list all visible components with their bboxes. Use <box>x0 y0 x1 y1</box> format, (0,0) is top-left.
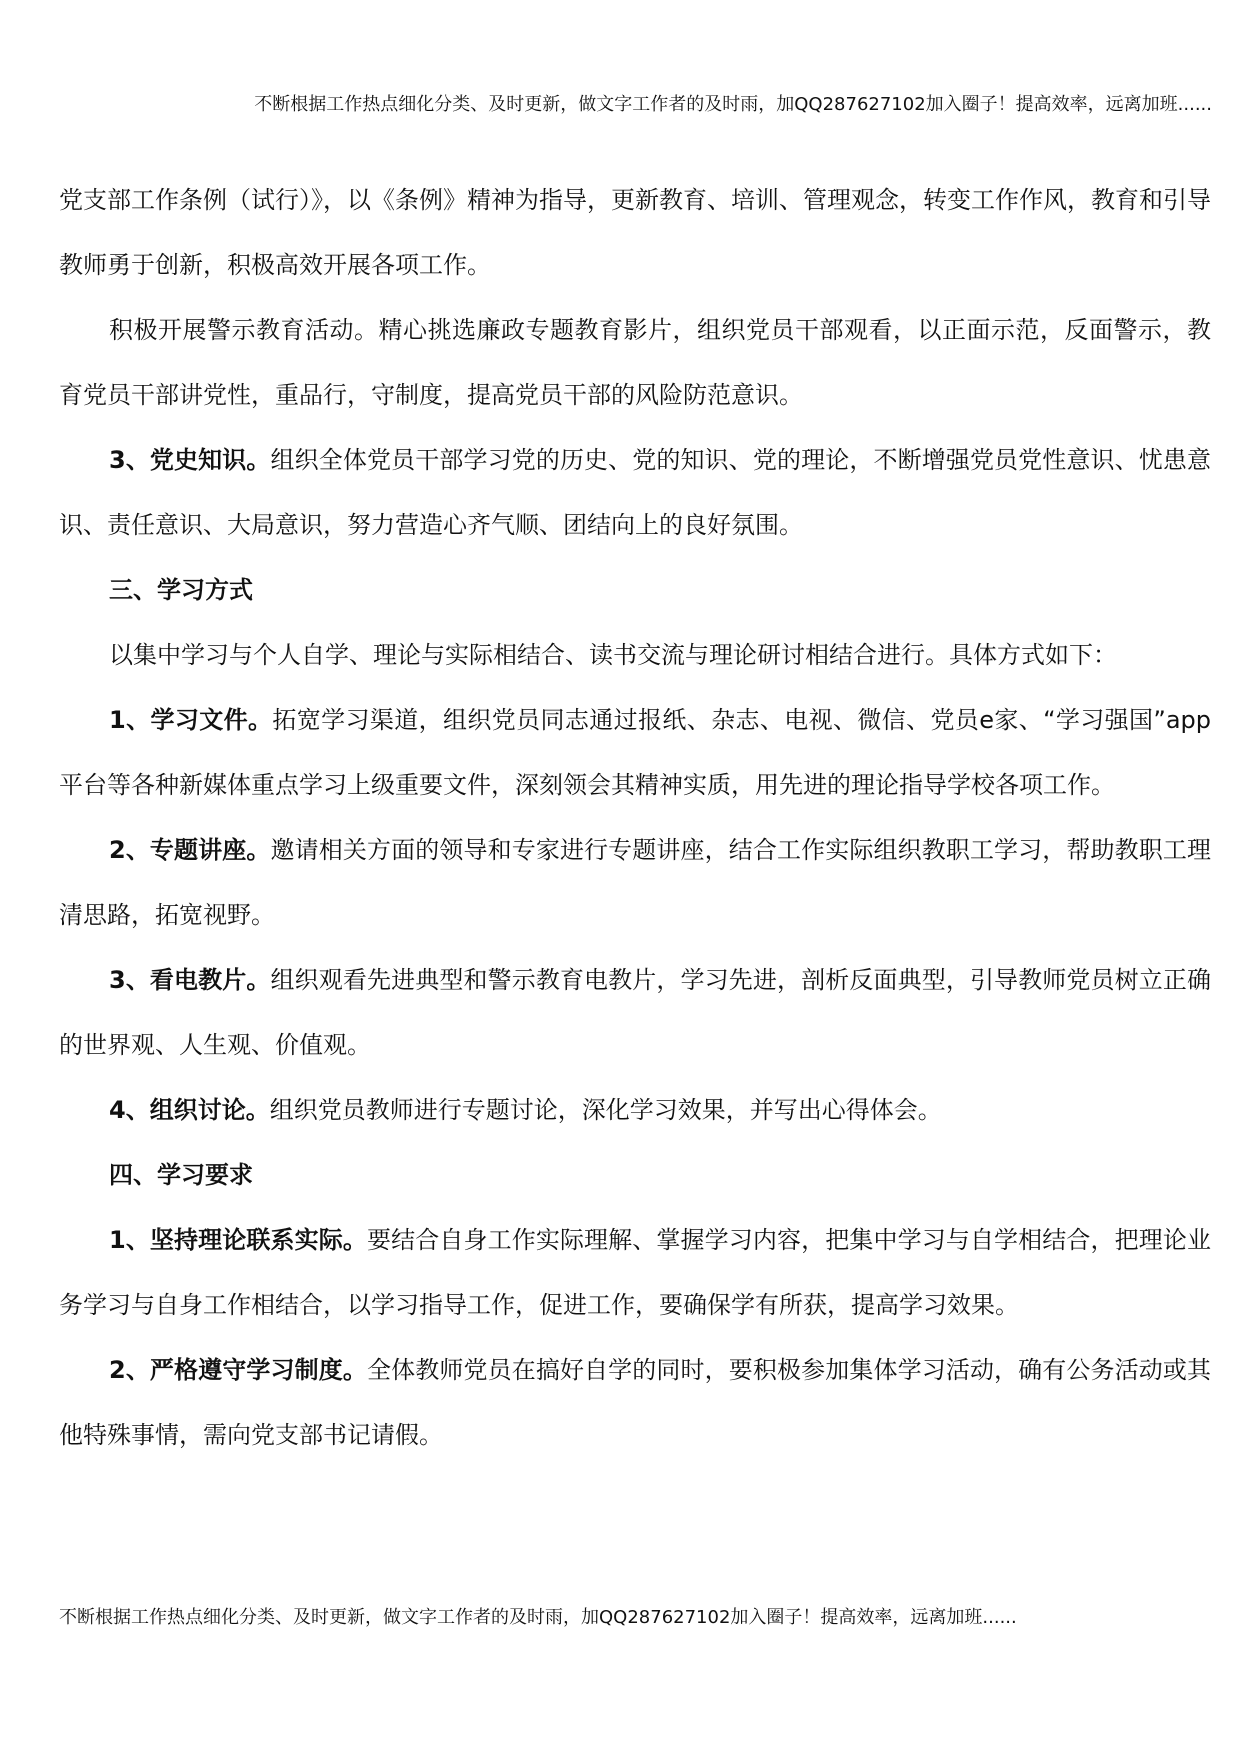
paragraph-text: 邀请相关方面的领导和专家进行专题讲座，结合工作实际组织教职工学习，帮助教职工理清思路，拓宽视野。 <box>59 836 1212 929</box>
paragraph <box>59 298 1211 428</box>
heading-text: 三、学习方式 <box>109 576 253 604</box>
paragraph-text: 组织全体党员干部学习党的历史、党的知识、党的理论，不断增强党员党性意识、忧患意识、责任意识、大局意识，努力营造心齐气顺、团结向上的良好氛围。 <box>59 446 1212 539</box>
paragraph-lead: 4、组织讨论。 <box>109 1096 270 1124</box>
paragraph-text: 组织党员教师进行专题讨论，深化学习效果，并写出心得体会。 <box>269 1096 942 1124</box>
paragraph-lead: 1、学习文件。 <box>109 706 273 734</box>
paragraph-text: 党支部工作条例（试行）》，以《条例》精神为指导，更新教育、培训、管理观念，转变工作作风，教育和引导教师勇于创新，积极高效开展各项工作。 <box>59 186 1211 279</box>
paragraph <box>59 948 1211 1078</box>
document-body <box>59 168 1211 1468</box>
paragraph <box>59 623 1211 688</box>
paragraph-lead: 3、党史知识。 <box>109 446 271 474</box>
paragraph-lead: 2、严格遵守学习制度。 <box>109 1356 367 1384</box>
page-header: 不断根据工作热点细化分类、及时更新，做文字工作者的及时雨，加QQ287627102加入圈子！提高效率，远离加班...... <box>254 94 1212 115</box>
paragraph <box>59 1338 1211 1468</box>
paragraph <box>59 1078 1211 1143</box>
paragraph <box>59 428 1211 558</box>
paragraph-text: 组织观看先进典型和警示教育电教片，学习先进，剖析反面典型，引导教师党员树立正确的世界观、人生观、价值观。 <box>59 966 1212 1059</box>
paragraph-text: 拓宽学习渠道，组织党员同志通过报纸、杂志、电视、微信、党员e家、“学习强国”app平台等各种新媒体重点学习上级重要文件，深刻领会其精神实质，用先进的理论指导学校各项工作。 <box>59 706 1211 799</box>
paragraph-lead: 3、看电教片。 <box>109 966 271 994</box>
paragraph <box>59 818 1211 948</box>
paragraph <box>59 688 1211 818</box>
paragraph-text: 全体教师党员在搞好自学的同时，要积极参加集体学习活动，确有公务活动或其他特殊事情，需向党支部书记请假。 <box>59 1356 1211 1449</box>
paragraph <box>59 168 1211 298</box>
section-heading <box>59 558 1211 623</box>
section-heading <box>59 1143 1211 1208</box>
paragraph-text: 以集中学习与个人自学、理论与实际相结合、读书交流与理论研讨相结合进行。具体方式如下： <box>109 641 1117 669</box>
paragraph-text: 要结合自身工作实际理解、掌握学习内容，把集中学习与自学相结合，把理论业务学习与自身工作相结合，以学习指导工作，促进工作，要确保学有所获，提高学习效果。 <box>59 1226 1211 1319</box>
paragraph-lead: 2、专题讲座。 <box>109 836 271 864</box>
paragraph-lead: 1、坚持理论联系实际。 <box>109 1226 367 1254</box>
paragraph-text: 积极开展警示教育活动。精心挑选廉政专题教育影片，组织党员干部观看，以正面示范，反面警示，教育党员干部讲党性，重品行，守制度，提高党员干部的风险防范意识。 <box>59 316 1211 409</box>
heading-text: 四、学习要求 <box>109 1161 253 1189</box>
paragraph <box>59 1208 1211 1338</box>
page-footer: 不断根据工作热点细化分类、及时更新，做文字工作者的及时雨，加QQ287627102加入圈子！提高效率，远离加班...... <box>59 1607 1017 1628</box>
